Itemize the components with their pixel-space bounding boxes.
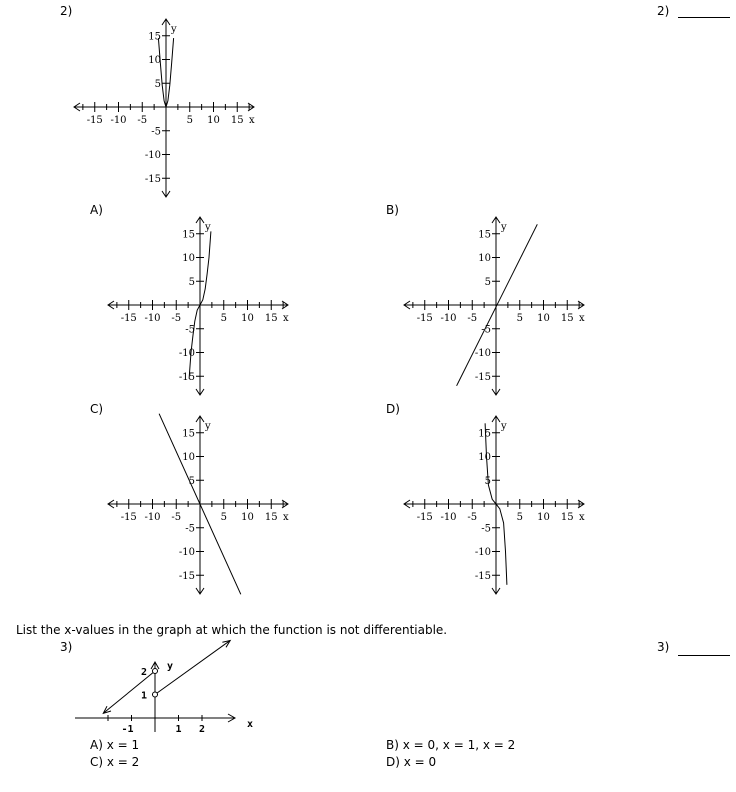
q3-choice-c[interactable]: C) x = 2 [90, 755, 140, 769]
y-tick-label: 15 [182, 229, 195, 241]
y-tick-label: -10 [474, 547, 491, 558]
x-axis-label: x [247, 719, 254, 730]
question-2-number: 2) [60, 4, 73, 18]
y-axis-label: y [205, 421, 211, 432]
y-tick-label: 5 [484, 276, 491, 288]
y-axis-label: y [167, 661, 174, 672]
y-tick-label: 15 [478, 428, 491, 440]
y-axis-label: y [171, 24, 177, 35]
choice-d-graph [396, 414, 596, 614]
x-tick-label: -10 [144, 313, 161, 324]
question-2-answer-number: 2) [657, 4, 670, 18]
x-tick-label: -15 [416, 512, 433, 523]
x-tick-label: -5 [137, 115, 148, 126]
x-tick-label: -15 [120, 512, 137, 523]
x-tick-label: 10 [537, 512, 550, 523]
x-axis-label: x [579, 313, 585, 324]
x-tick-label: 5 [220, 313, 227, 324]
x-tick-label: 2 [198, 724, 206, 735]
q3-choice-b[interactable]: B) x = 0, x = 1, x = 2 [386, 738, 516, 752]
x-tick-label: 5 [516, 313, 523, 324]
x-tick-label: 15 [560, 512, 574, 523]
choice-a-graph [100, 215, 300, 415]
choice-a-label[interactable]: A) [90, 203, 103, 217]
choice-c-label[interactable]: C) [90, 402, 104, 416]
y-tick-label: 10 [478, 253, 491, 264]
right-ray-arrow [222, 641, 230, 648]
x-tick-label: 1 [175, 724, 182, 735]
y-tick-label: 10 [182, 452, 195, 463]
x-axis-label: x [249, 115, 255, 126]
y-tick-label: 10 [478, 452, 491, 463]
x-tick-label: 15 [560, 313, 574, 324]
y-tick-label: 10 [148, 55, 161, 66]
y-tick-label: 10 [182, 253, 195, 264]
x-axis-label: x [283, 313, 289, 324]
x-tick-label: -5 [171, 313, 182, 324]
x-tick-label: -5 [467, 313, 478, 324]
y-tick-label: 15 [182, 428, 195, 440]
x-tick-label: 5 [220, 512, 227, 523]
question-3-answer-blank[interactable] [678, 655, 730, 656]
y-tick-label: -5 [481, 523, 491, 535]
y-tick-label: 5 [188, 475, 195, 487]
instruction-text: List the x-values in the graph at which the function is not differentiable. [16, 623, 448, 637]
left-ray [103, 671, 155, 713]
x-tick-label: -15 [120, 313, 137, 324]
question-3-answer-number: 3) [657, 640, 670, 654]
y-tick-label: -15 [178, 570, 195, 582]
y-tick-label: -15 [474, 570, 491, 582]
x-tick-label: 15 [264, 313, 278, 324]
right-ray-open-endpoint [153, 692, 158, 697]
q3-choice-a[interactable]: A) x = 1 [90, 738, 140, 752]
y-tick-label: 2 [140, 667, 147, 678]
x-axis-label: x [283, 512, 289, 523]
choice-b-graph [396, 215, 596, 415]
choice-b-label[interactable]: B) [386, 203, 399, 217]
x-tick-label: -15 [416, 313, 433, 324]
y-tick-label: -10 [144, 150, 161, 161]
x-tick-label: -10 [144, 512, 161, 523]
x-tick-label: 10 [207, 115, 220, 126]
y-tick-label: -5 [185, 523, 195, 535]
y-axis-label: y [501, 421, 507, 432]
x-tick-label: 10 [241, 313, 254, 324]
x-tick-label: -15 [86, 115, 103, 126]
x-tick-label: -10 [110, 115, 127, 126]
x-tick-label: 10 [537, 313, 550, 324]
y-tick-label: 1 [140, 690, 147, 702]
y-axis-label: y [501, 222, 507, 233]
x-tick-label: 5 [186, 115, 193, 126]
y-tick-label: -5 [481, 324, 491, 336]
question-2-answer-blank[interactable] [678, 17, 730, 18]
y-tick-label: 15 [478, 229, 491, 241]
y-tick-label: 5 [188, 276, 195, 288]
x-tick-label: -5 [171, 512, 182, 523]
q3-choice-d[interactable]: D) x = 0 [386, 755, 437, 769]
x-axis-label: x [579, 512, 585, 523]
x-tick-label: 10 [241, 512, 254, 523]
x-tick-label: -10 [440, 313, 457, 324]
y-tick-label: 5 [154, 78, 161, 90]
x-tick-label: 5 [516, 512, 523, 523]
y-tick-label: -15 [474, 371, 491, 383]
y-axis-label: y [205, 222, 211, 233]
y-tick-label: -10 [178, 348, 195, 359]
choice-d-label[interactable]: D) [386, 402, 400, 416]
y-tick-label: 5 [484, 475, 491, 487]
x-tick-label: -10 [440, 512, 457, 523]
question-2-graph [66, 17, 266, 217]
question-3-graph [70, 654, 270, 734]
y-tick-label: 15 [148, 31, 161, 43]
left-ray-open-endpoint [153, 669, 158, 674]
y-tick-label: -5 [185, 324, 195, 336]
choice-c-graph [100, 414, 300, 614]
x-tick-label: -1 [121, 724, 134, 735]
y-tick-label: -5 [151, 126, 161, 138]
x-tick-label: -5 [467, 512, 478, 523]
x-tick-label: 15 [264, 512, 278, 523]
x-tick-label: 15 [230, 115, 244, 126]
question-3-number: 3) [60, 640, 73, 654]
y-tick-label: -10 [474, 348, 491, 359]
y-tick-label: -15 [178, 371, 195, 383]
y-tick-label: -15 [144, 173, 161, 185]
y-tick-label: -10 [178, 547, 195, 558]
